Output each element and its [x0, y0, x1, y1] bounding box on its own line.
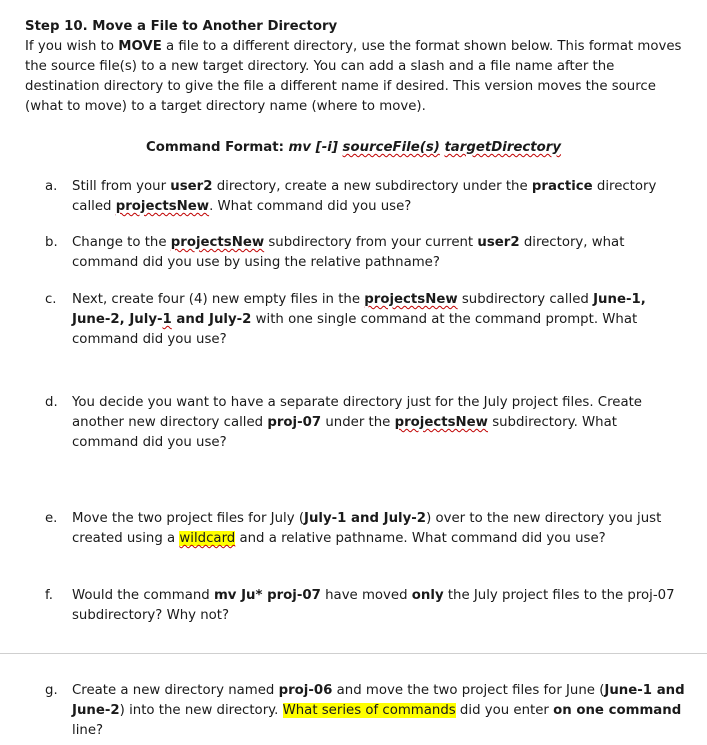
question-letter: a.	[45, 179, 58, 194]
question-c: c. Next, create four (4) new empty files in the projectsNew subdirectory called June-1, June-2, July-1 and July-2 with one single command at the command prompt. What command did you use?	[45, 292, 646, 347]
command-format: Command Format: mv [-i] sourceFile(s) targetDirectory	[145, 140, 562, 155]
move-keyword: MOVE	[118, 39, 162, 54]
question-d: d. You decide you want to have a separate directory just for the July project files. Create another new directory called proj-07 under the projectsNew subdirectory. What command did you use?	[45, 395, 642, 450]
question-letter: b.	[45, 235, 58, 250]
question-e: e. Move the two project files for July (July-1 and July-2) over to the new directory you just created using a wildcard and a relative pathname. What command did you use?	[45, 511, 662, 546]
question-letter: e.	[45, 511, 58, 526]
highlighted-text: What series of commands	[282, 703, 456, 718]
step-title: Step 10. Move a File to Another Directory	[25, 19, 338, 34]
question-g: g. Create a new directory named proj-06 and move the two project files for June (June-1 and June-2) into the new directory. What series of commands did you enter on one command line?	[45, 683, 685, 738]
question-letter: d.	[45, 395, 58, 410]
question-letter: c.	[45, 292, 57, 307]
question-f: f. Would the command mv Ju* proj-07 have moved only the July project files to the proj-07 subdirectory? Why not?	[45, 588, 675, 623]
question-letter: f.	[45, 588, 53, 603]
highlighted-text: wildcard	[179, 531, 236, 546]
question-a: a. Still from your user2 directory, create a new subdirectory under the practice directory called projectsNew. What command did you use?	[45, 179, 657, 214]
question-letter: g.	[45, 683, 58, 698]
step-heading	[25, 17, 685, 37]
step-intro: If you wish to MOVE a file to a different directory, use the format shown below. This format moves the source file(s) to a new target directory. You can add a slash and a file name after the destination directory to give the file a different name if desired. This version moves the source (what to move) to a target directory name (where to move).	[25, 39, 682, 114]
page-divider	[0, 653, 707, 654]
question-b: b. Change to the projectsNew subdirectory from your current user2 directory, what command did you use by using the relative pathname?	[45, 235, 625, 270]
